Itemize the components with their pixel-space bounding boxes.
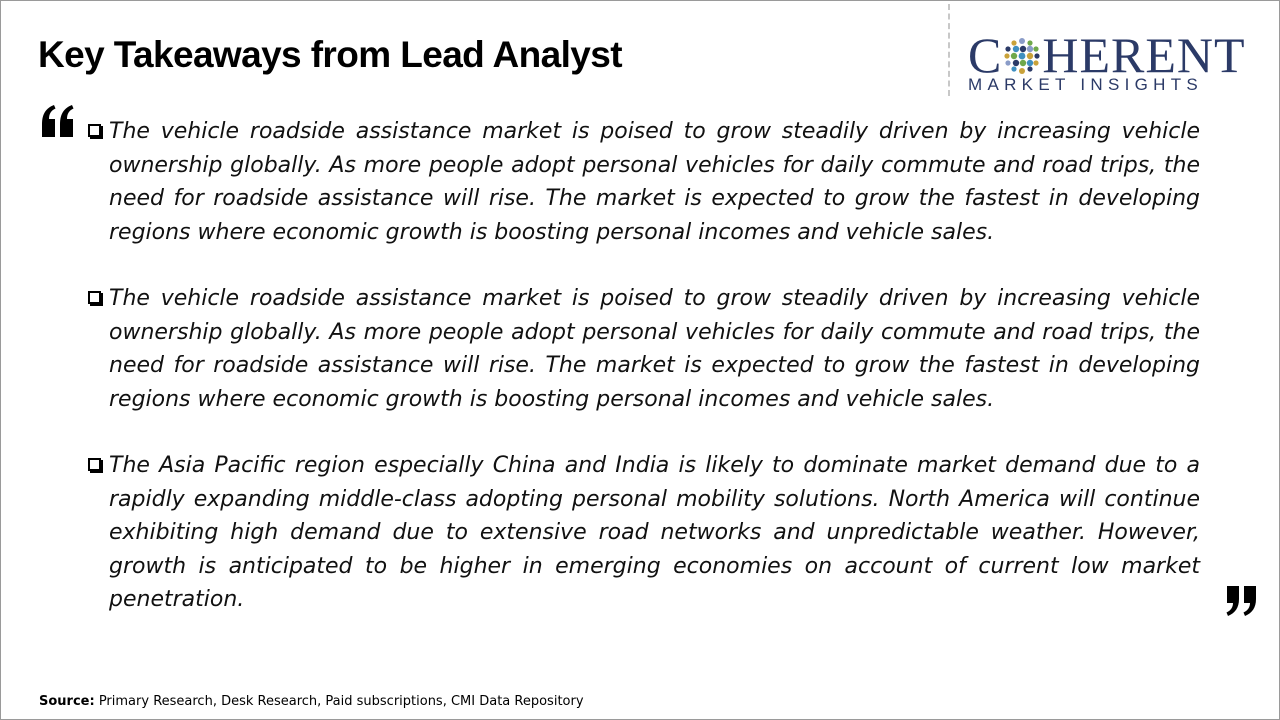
source-text: Primary Research, Desk Research, Paid subscriptions, CMI Data Repository [94, 694, 584, 709]
source-footnote [39, 694, 584, 709]
logo-divider [948, 4, 950, 96]
logo-word-start: C [968, 27, 1003, 83]
page-title: Key Takeaways from Lead Analyst [38, 34, 622, 75]
logo-wordmark [968, 27, 1268, 83]
logo-globe-icon [1003, 37, 1041, 75]
open-quote-icon [40, 104, 76, 138]
company-logo [968, 27, 1268, 100]
source-label: Source: [39, 694, 95, 709]
logo-tagline: MARKET INSIGHTS [968, 75, 1204, 94]
list-item [86, 115, 1200, 249]
takeaways-list [86, 115, 1200, 650]
logo-word-end: HERENT [1042, 27, 1246, 83]
close-quote-icon [1225, 585, 1259, 617]
takeaway-text: The Asia Pacific region especially China and India is likely to dominate market demand due to a rapidly expanding middle-class adopting personal mobility solutions. North America will continue exhibiting high demand due to extensive road networks and unpredictable weather. However, growth is anticipated to be higher in emerging economies on account of current low market penetration. [109, 453, 1200, 612]
checkbox-bullet-icon [88, 291, 101, 304]
checkbox-bullet-icon [88, 124, 101, 137]
checkbox-bullet-icon [88, 458, 101, 471]
takeaway-text: The vehicle roadside assistance market is poised to grow steadily driven by increasing vehicle ownership globally. As more people adopt personal vehicles for daily commute and road trips, the need for roadside assistance will rise. The market is expected to grow the fastest in developing regions where economic growth is boosting personal incomes and vehicle sales. [109, 286, 1200, 412]
list-item [86, 449, 1200, 617]
list-item [86, 282, 1200, 416]
takeaway-text: The vehicle roadside assistance market is poised to grow steadily driven by increasing vehicle ownership globally. As more people adopt personal vehicles for daily commute and road trips, the need for roadside assistance will rise. The market is expected to grow the fastest in developing regions where economic growth is boosting personal incomes and vehicle sales. [109, 119, 1200, 245]
